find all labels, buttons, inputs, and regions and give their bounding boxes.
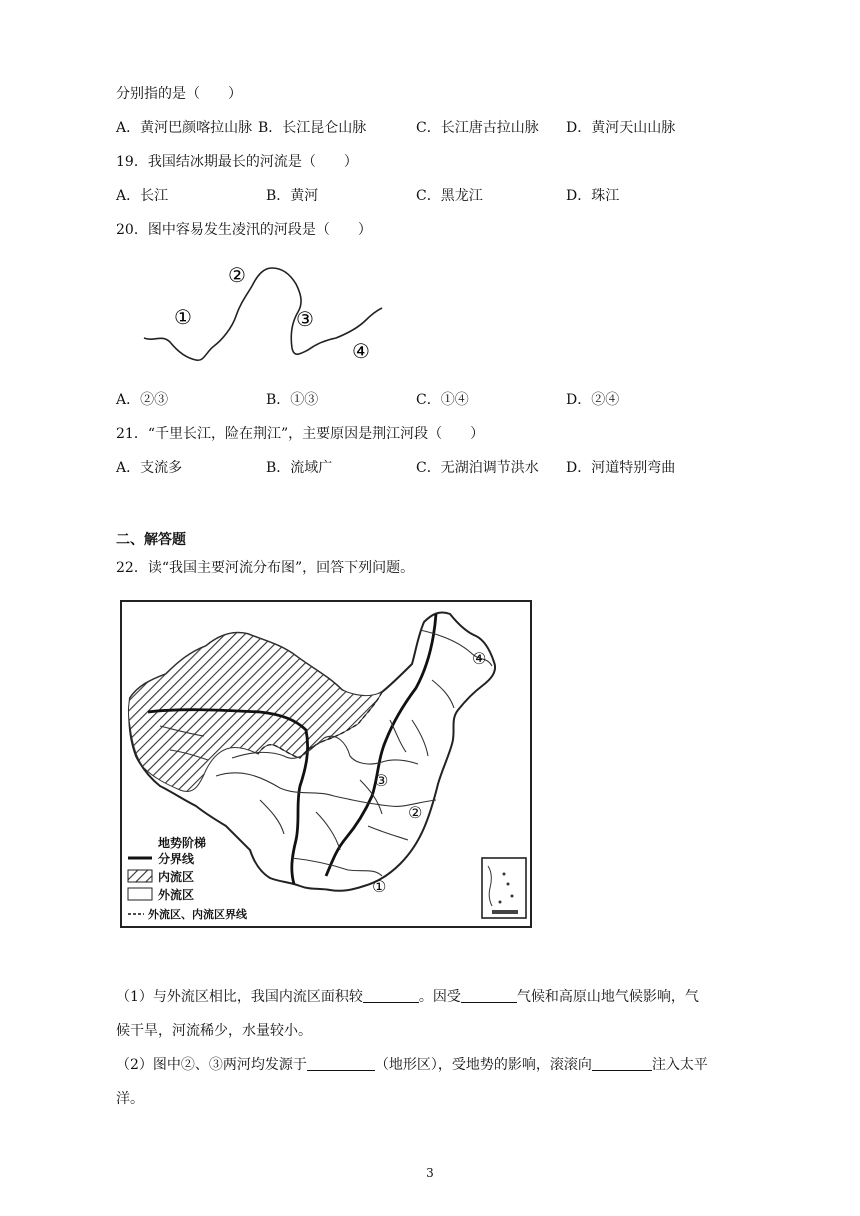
q18-option-a[interactable]: A．黄河巴颜喀拉山脉: [116, 120, 253, 136]
q22-sub1-text-2: 。因受: [418, 989, 461, 1005]
q21-option-a[interactable]: A．支流多: [116, 460, 183, 476]
legend-inland: 内流区: [158, 870, 195, 884]
q20-option-a[interactable]: A．②③: [116, 392, 169, 408]
q21-option-b[interactable]: B．流域广: [266, 460, 333, 476]
section-heading: 二、解答题: [116, 532, 186, 548]
page-number: 3: [426, 1166, 434, 1180]
q19-option-c[interactable]: C．黑龙江: [416, 188, 483, 204]
legend-divider: 分界线: [158, 852, 195, 866]
marker-3: ③: [374, 771, 389, 790]
q21-stem: 21．“千里长江，险在荆江”，主要原因是荆江河段（ ）: [116, 426, 485, 442]
q20-label-1: ①: [174, 305, 192, 329]
q21-option-c[interactable]: C．无湖泊调节洪水: [416, 460, 539, 476]
legend-outflow-swatch: [128, 888, 152, 900]
q22-sub1-text-1: （1）与外流区相比，我国内流区面积较: [116, 989, 363, 1005]
q22-sub2: [116, 1048, 746, 1116]
q22-sub2-text-4: 洋。: [116, 1091, 144, 1107]
q19-options: [116, 186, 756, 206]
q19-option-d[interactable]: D．珠江: [566, 188, 620, 204]
q18-option-d[interactable]: D．黄河天山山脉: [566, 120, 676, 136]
q21-option-d[interactable]: D．河道特别弯曲: [566, 460, 676, 476]
q18-option-b[interactable]: B．长江昆仑山脉: [258, 120, 367, 136]
q20-option-b[interactable]: B．①③: [266, 392, 319, 408]
marker-1: ①: [372, 877, 387, 896]
legend-outflow: 外流区: [158, 888, 195, 902]
q22-sub2-blank-1[interactable]: [307, 1056, 375, 1071]
q20-stem: 20．图中容易发生凌汛的河段是（ ）: [116, 222, 372, 238]
marker-2: ②: [408, 803, 423, 822]
q20-options: [116, 390, 756, 410]
q22-sub1-blank-1[interactable]: [363, 988, 419, 1003]
q22-sub1: [116, 980, 746, 1048]
q20-option-c[interactable]: C．①④: [416, 392, 469, 408]
q20-river-figure: [140, 258, 385, 370]
q22-sub2-blank-2[interactable]: [592, 1056, 652, 1071]
q19-stem: 19．我国结冰期最长的河流是（ ）: [116, 154, 358, 170]
legend-boundary: 外流区、内流区界线: [148, 908, 247, 921]
q18-options: [116, 118, 756, 138]
q22-sub2-text-3: 注入太平: [651, 1057, 708, 1073]
legend-title: 地势阶梯: [158, 836, 207, 850]
q18-option-c[interactable]: C．长江唐古拉山脉: [416, 120, 539, 136]
q22-sub2-text-1: （2）图中②、③两河均发源于: [116, 1057, 307, 1073]
marker-4: ④: [472, 649, 487, 668]
q22-sub1-text-3: 气候和高原山地气候影响，气: [516, 989, 699, 1005]
q20-label-4: ④: [352, 339, 370, 363]
q19-option-b[interactable]: B．黄河: [266, 188, 319, 204]
south-sea-inset: [482, 858, 526, 918]
q22-sub1-text-4: 候干旱，河流稀少，水量较小。: [116, 1023, 312, 1039]
q22-stem: 22．读“我国主要河流分布图”，回答下列问题。: [116, 560, 415, 576]
q22-sub1-blank-2[interactable]: [461, 988, 517, 1003]
legend-inland-swatch: [128, 870, 152, 882]
q20-label-2: ②: [228, 263, 246, 287]
china-rivers-map: [120, 600, 532, 928]
q20-option-d[interactable]: D．②④: [566, 392, 620, 408]
q18-stem-tail: 分别指的是（ ）: [116, 86, 242, 102]
q19-option-a[interactable]: A．长江: [116, 188, 169, 204]
q22-sub2-text-2: （地形区），受地势的影响，滚滚向: [374, 1057, 592, 1073]
q20-label-3: ③: [296, 307, 314, 331]
q21-options: [116, 458, 756, 478]
